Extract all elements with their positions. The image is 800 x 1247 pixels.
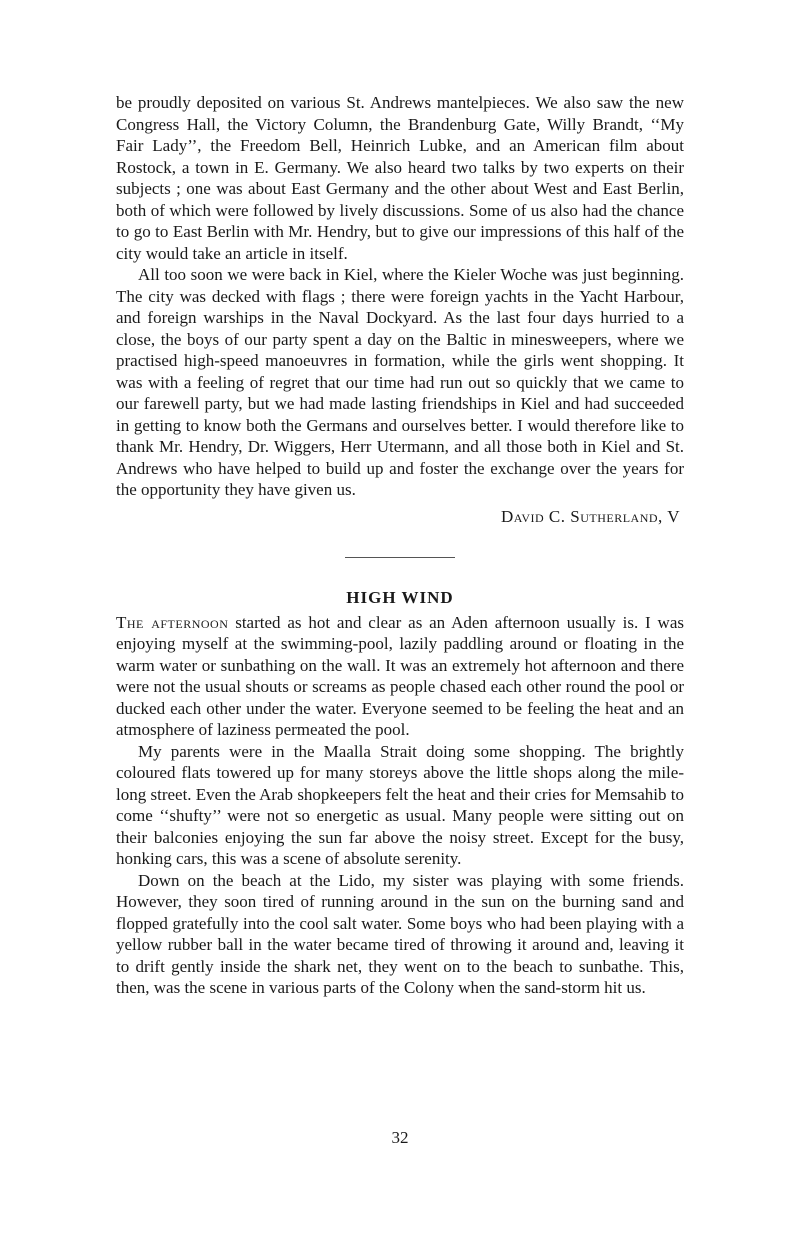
paragraph-swimming-pool <box>116 612 684 741</box>
article-high-wind <box>116 588 684 999</box>
paragraph-text: started as hot and clear as an Aden afternoon usually is. I was enjoying myself at the swimming-pool, lazily paddling around or floating in the warm water or sunbathing on the wall. It was an extremely hot afternoon and there were not the usual shouts or screams as people chased each other round the pool or ducked each other under the water. Everyone seemed to be feeling the heat and an atmosphere of laziness permeated the pool. <box>116 612 684 739</box>
page-number: 32 <box>391 1128 409 1147</box>
paragraph-berlin: be proudly deposited on various St. Andrews mantelpieces. We also saw the new Congress Hall, the Victory Column, the Brandenburg Gate, Willy Brandt, ‘‘My Fair Lady’’, the Freedom Bell, Heinrich Lubke, and an American film about Rostock, a town in E. Germany. We also heard two talks by two experts on their subjects ; one was about East Germany and the other about West and East Berlin, both of which were followed by lively discussions. Some of us also had the chance to go to East Berlin with Mr. Hendry, but to give our impressions of this half of the city would take an article in itself. <box>116 93 684 263</box>
paragraph-maalla-strait: My parents were in the Maalla Strait doing some shopping. The brightly coloured flats towered up for many storeys above the little shops along the mile-long street. Even the Arab shopkeepers felt the heat and their cries for Memsahib to come ‘‘shufty’’ were not so energetic as usual. Many people were sitting out on their balconies enjoying the sun far above the noisy street. Except for the busy, honking cars, this was a scene of absolute serenity. <box>116 741 684 868</box>
paragraph-kiel: All too soon we were back in Kiel, where the Kieler Woche was just beginning. The city was decked with flags ; there were foreign yachts in the Yacht Harbour, and foreign warships in the Naval Dockyard. As the last four days hurried to a close, the boys of our party spent a day on the Baltic in minesweepers, where we practised high-speed manoeuvres in formation, while the girls went shopping. It was with a feeling of regret that our time had run out so quickly that we came to our farewell party, but we had made lasting friendships in Kiel and had succeeded in getting to know both the Germans and ourselves better. I would therefore like to thank Mr. Hendry, Dr. Wiggers, Herr Utermann, and all those both in Kiel and St. Andrews who have helped to build up and foster the exchange over the years for the opportunity they have given us. <box>116 265 684 499</box>
author-signature: David C. Sutherland, V <box>500 506 680 526</box>
lead-in-smallcaps: The afternoon <box>116 612 229 632</box>
article-exchange-continuation <box>116 92 684 527</box>
page-body <box>116 92 684 999</box>
section-divider <box>345 557 455 558</box>
paragraph-lido-beach: Down on the beach at the Lido, my sister was playing with some friends. However, they soon tired of running around in the sun on the burning sand and flopped gratefully into the cool salt water. Some boys who had been playing with a yellow rubber ball in the water became tired of throwing it around and, leaving it to drift gently inside the shark net, they went on to the beach to sunbathe. This, then, was the scene in various parts of the Colony when the sand-storm hit us. <box>116 870 684 997</box>
article-title: HIGH WIND <box>346 587 454 607</box>
